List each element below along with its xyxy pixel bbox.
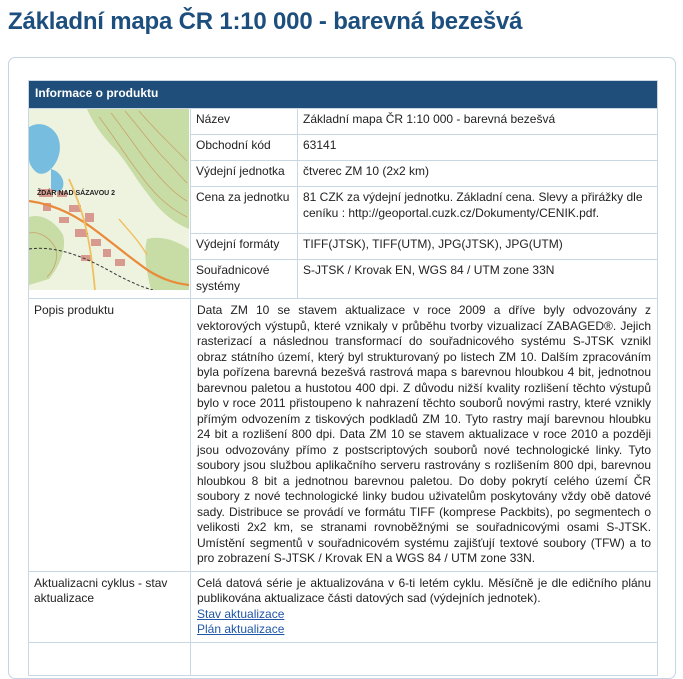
attr-label-code: Obchodní kód [191, 135, 298, 161]
attr-value-unit: čtverec ZM 10 (2x2 km) [298, 161, 658, 187]
update-cycle-label: Aktualizacni cyklus - stav aktualizace [29, 571, 191, 642]
map-thumbnail[interactable] [29, 109, 189, 290]
map-thumbnail-cell [29, 109, 191, 299]
update-cycle-text: Celá datová série je aktualizována v 6-ti letém cyklu. Měsíčně je dle edičního plánu publikována aktualizace části datových sad (výdejních jednotek). [197, 575, 652, 605]
product-info-panel [8, 57, 676, 679]
attr-value-price: 81 CZK za výdejní jednotku. Základní cena. Slevy a přirážky dle ceníku : http://geoportal.cuzk.cz/Dokumenty/CENIK.pdf. [298, 187, 658, 234]
attr-value-name: Základní mapa ČR 1:10 000 - barevná bezešvá [298, 109, 658, 135]
update-status-link[interactable]: Stav aktualizace [197, 606, 285, 621]
attr-label-name: Název [191, 109, 298, 135]
empty-row-value [191, 642, 658, 675]
attr-label-formats: Výdejní formáty [191, 234, 298, 260]
attr-label-crs: Souřadnicové systémy [191, 260, 298, 299]
description-text: Data ZM 10 se stavem aktualizace v roce 2009 a dříve byly odvozovány z vektorových výstupů, které vznikaly v průběhu tvorby vizualizací ZABAGED®. Jejich rasterizací a následnou transformací do souřadnicového systému S-JTSK vznikl obraz státního území, který byl strukturovaný po listech ZM 10. Dalším zpracováním byla pořízena barevná bezešvá rastrová mapa s barevnou hloubkou 4 bit, jednotnou barevnou paletou a hustotou 400 dpi. Z důvodu nižší kvality rozlišení těchto výstupů bylo v roce 2011 přistoupeno k nahrazení těchto souborů novými rastry, které vznikly přímým odvozením z tiskových podkladů ZM 10. Tyto rastry mají barevnou hloubku 24 bit a rozlišení 800 dpi. Data ZM 10 se stavem aktualizace v roce 2010 a později jsou odvozovány přímo z postscriptových souborů nové technologické linky. Tyto soubory jsou službou aplikačního serveru rastrovány s rozlišením 800 dpi, barevnou hloubkou 8 bit a jednotnou barevnou paletou. Do doby pokrytí celého území ČR soubory z nové technologické linky budou uživatelům poskytovány vždy obě datové sady. Distribuce se provádí ve formátu TIFF (komprese Packbits), po segmentech o velikosti 2x2 km, se stranami rovnoběžnými se souřadnicovými osami S-JTSK. Umístění segmentů v souřadnicovém systému zajišťují textové soubory (TFW) a to pro zobrazení S-JTSK / Krovak EN a WGS 84 / UTM zone 33N. [191, 299, 658, 572]
product-info-table [28, 80, 658, 676]
attr-label-price: Cena za jednotku [191, 187, 298, 234]
empty-row-label [29, 642, 191, 675]
update-plan-link[interactable]: Plán aktualizace [197, 622, 285, 636]
attr-label-unit: Výdejní jednotka [191, 161, 298, 187]
svg-text:·: · [87, 231, 89, 237]
attr-value-formats: TIFF(JTSK), TIFF(UTM), JPG(JTSK), JPG(UTM) [298, 234, 658, 260]
map-thumbnail-label: ŽDÁR NAD SÁZAVOU 2 [37, 190, 116, 197]
attr-value-crs: S-JTSK / Krovak EN, WGS 84 / UTM zone 33N [298, 260, 658, 299]
attr-value-code: 63141 [298, 135, 658, 161]
description-label: Popis produktu [29, 299, 191, 572]
update-cycle-cell [191, 571, 658, 642]
page-title: Základní mapa ČR 1:10 000 - barevná bezešvá [8, 8, 523, 35]
panel-header: Informace o produktu [29, 81, 658, 109]
